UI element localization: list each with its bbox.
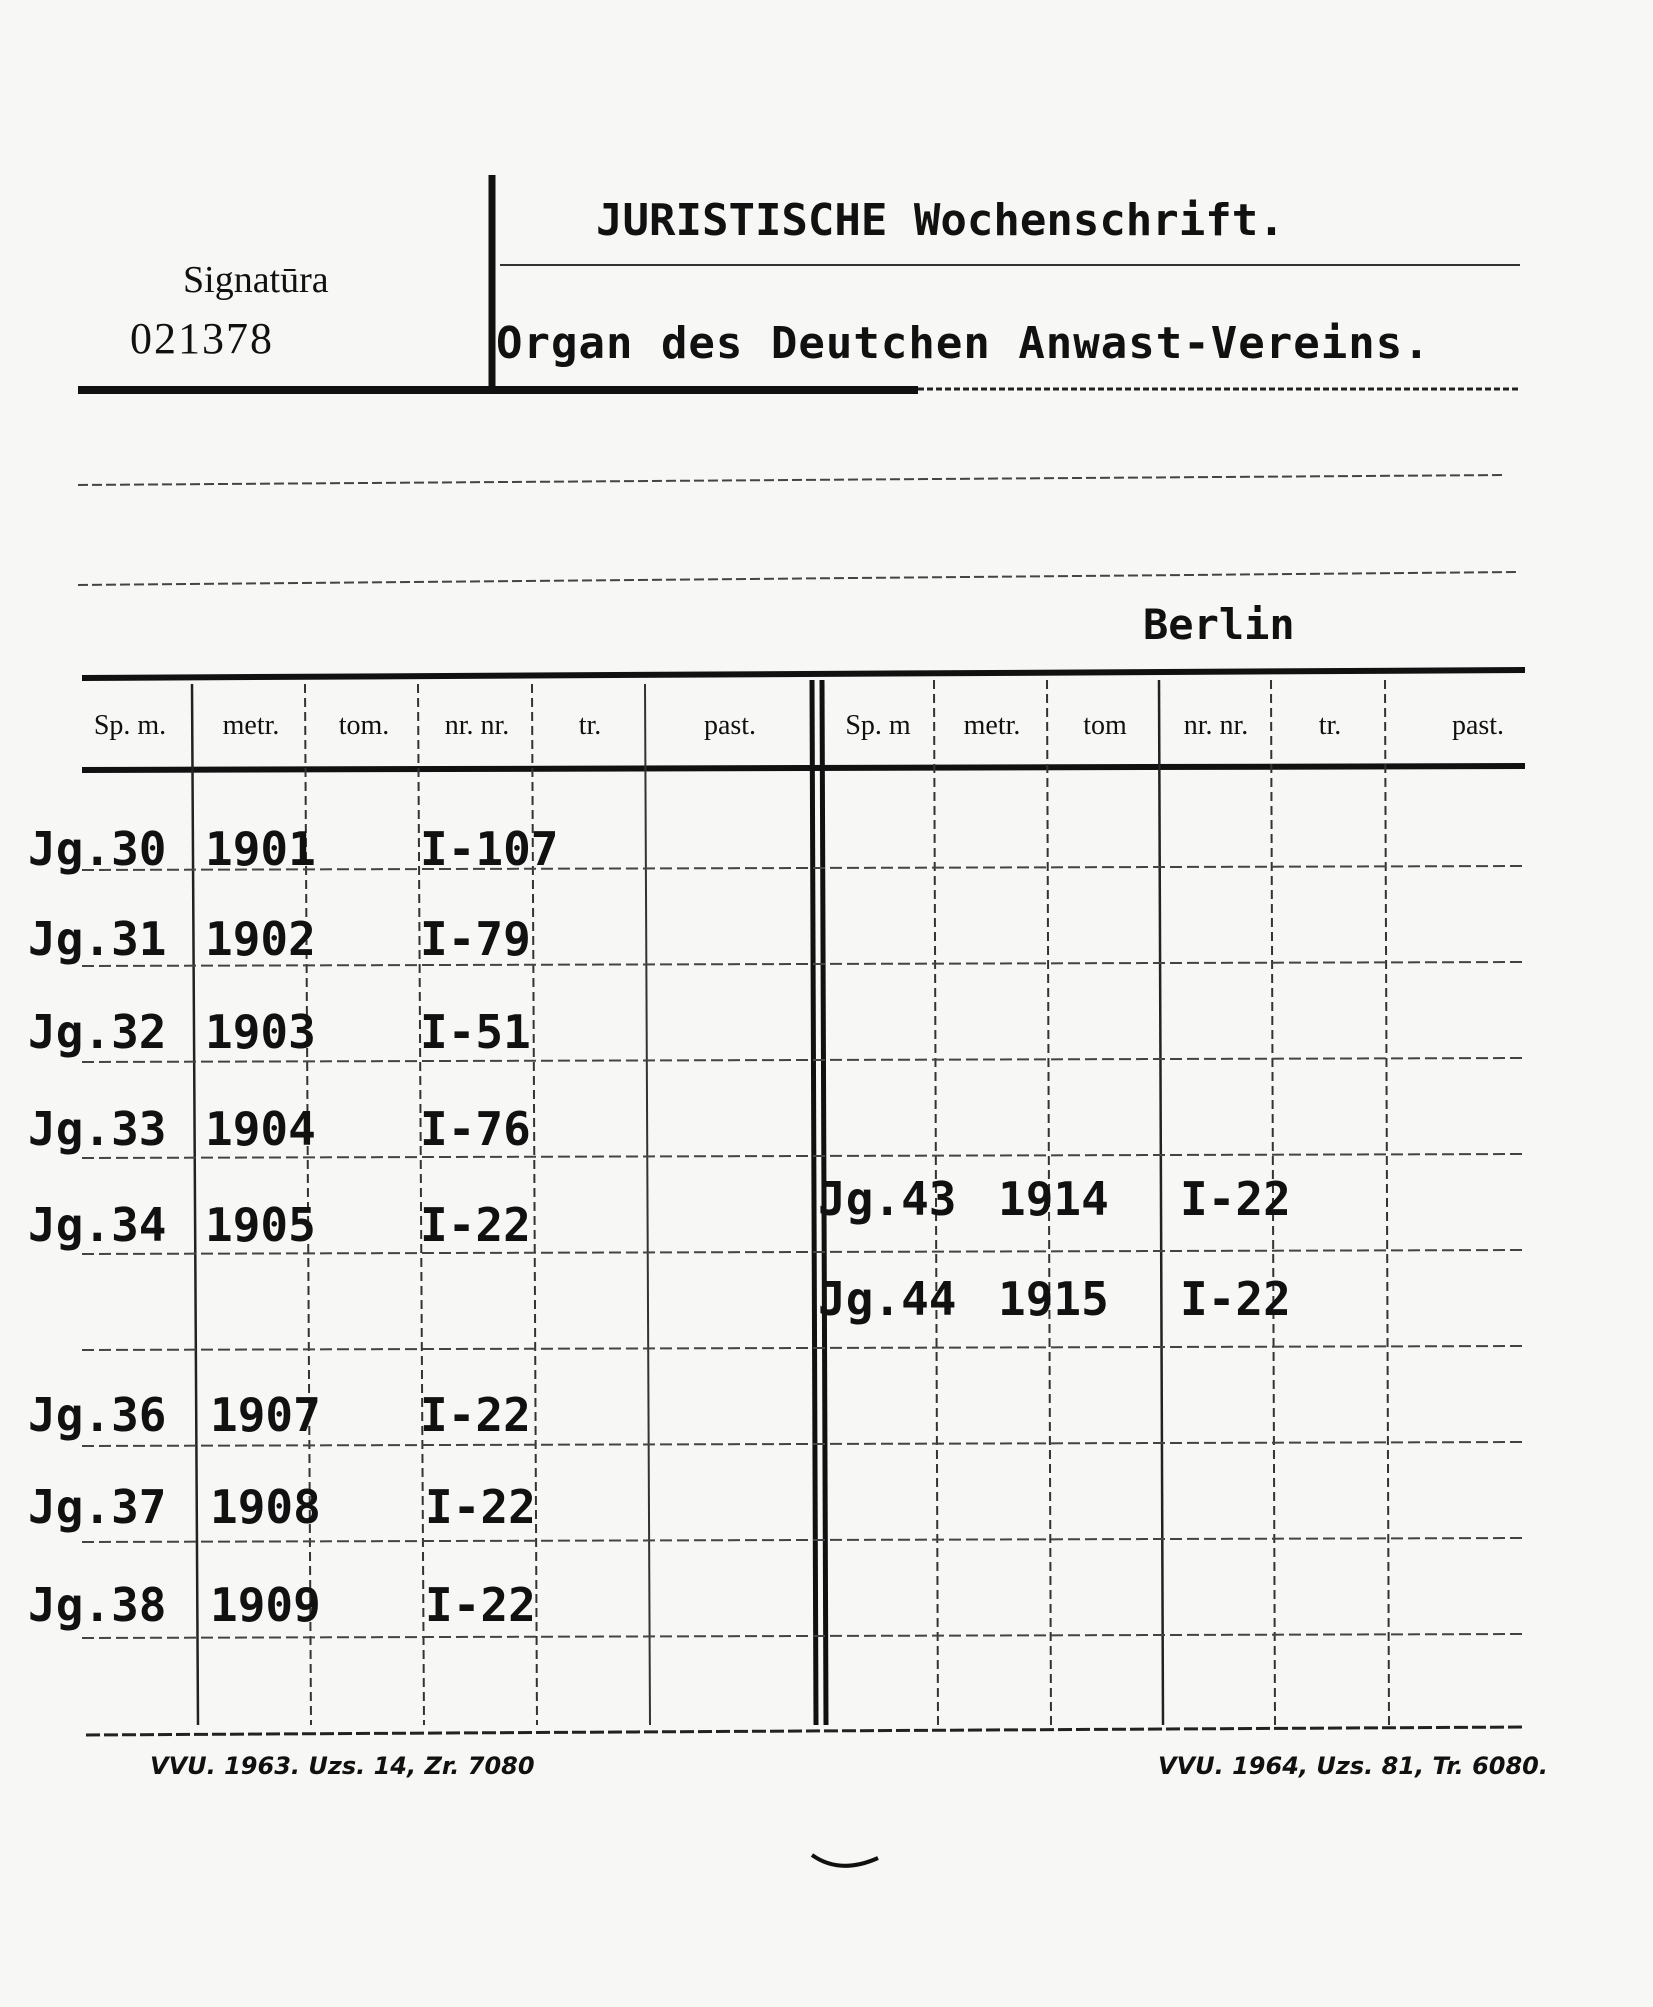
issues-cell: I-22 bbox=[1180, 1172, 1291, 1226]
volume-cell: Jg.37 bbox=[28, 1480, 167, 1534]
header-sp-m: Sp. m. bbox=[93, 710, 167, 741]
title: JURISTISCHE Wochenschrift. bbox=[596, 195, 1285, 246]
year-cell: 1904 bbox=[205, 1102, 316, 1156]
year-cell: 1903 bbox=[205, 1005, 316, 1059]
footer-note-right: VVU. 1964, Uzs. 81, Tr. 6080. bbox=[1158, 1752, 1548, 1780]
issues-cell: I-51 bbox=[420, 1005, 531, 1059]
volume-cell: Jg.31 bbox=[28, 912, 167, 966]
issues-cell: I-22 bbox=[425, 1578, 536, 1632]
header-tr-right: tr. bbox=[1318, 710, 1342, 741]
header-past-right: past. bbox=[1451, 710, 1505, 741]
header-sp-m-right: Sp. m bbox=[845, 710, 911, 741]
signature-label: Signatūra bbox=[183, 259, 329, 301]
header-metr-right: metr. bbox=[963, 710, 1021, 741]
header-tom-right: tom bbox=[1083, 710, 1127, 741]
year-cell: 1905 bbox=[205, 1198, 316, 1252]
year-cell: 1902 bbox=[205, 912, 316, 966]
year-cell: 1909 bbox=[210, 1578, 321, 1632]
issues-cell: I-76 bbox=[420, 1102, 531, 1156]
volume-cell: Jg.36 bbox=[28, 1388, 167, 1442]
header-nr-nr: nr. nr. bbox=[444, 710, 510, 741]
issues-cell: I-22 bbox=[420, 1388, 531, 1442]
year-cell: 1907 bbox=[210, 1388, 321, 1442]
subtitle: Organ des Deutchen Anwast-Vereins. bbox=[496, 318, 1431, 369]
issues-cell: I-22 bbox=[1180, 1272, 1291, 1326]
signature-number: 021378 bbox=[130, 314, 274, 363]
header-metr: metr. bbox=[222, 710, 280, 741]
volume-cell: Jg.34 bbox=[28, 1198, 167, 1252]
header-tom: tom. bbox=[338, 710, 390, 741]
volume-cell: Jg.44 bbox=[818, 1272, 957, 1326]
volume-cell: Jg.43 bbox=[818, 1172, 957, 1226]
year-cell: 1914 bbox=[998, 1172, 1109, 1226]
volume-cell: Jg.38 bbox=[28, 1578, 167, 1632]
year-cell: 1901 bbox=[205, 822, 316, 876]
header-tr: tr. bbox=[578, 710, 602, 741]
issues-cell: I-107 bbox=[420, 822, 559, 876]
header-past: past. bbox=[703, 710, 757, 741]
header-nr-nr-right: nr. nr. bbox=[1183, 710, 1249, 741]
issues-cell: I-22 bbox=[420, 1198, 531, 1252]
year-cell: 1915 bbox=[998, 1272, 1109, 1326]
issues-cell: I-22 bbox=[425, 1480, 536, 1534]
place-of-publication: Berlin bbox=[1143, 600, 1295, 649]
footer-note-left: VVU. 1963. Uzs. 14, Zr. 7080 bbox=[150, 1752, 535, 1780]
issues-cell: I-79 bbox=[420, 912, 531, 966]
year-cell: 1908 bbox=[210, 1480, 321, 1534]
volume-cell: Jg.30 bbox=[28, 822, 167, 876]
volume-cell: Jg.32 bbox=[28, 1005, 167, 1059]
volume-cell: Jg.33 bbox=[28, 1102, 167, 1156]
